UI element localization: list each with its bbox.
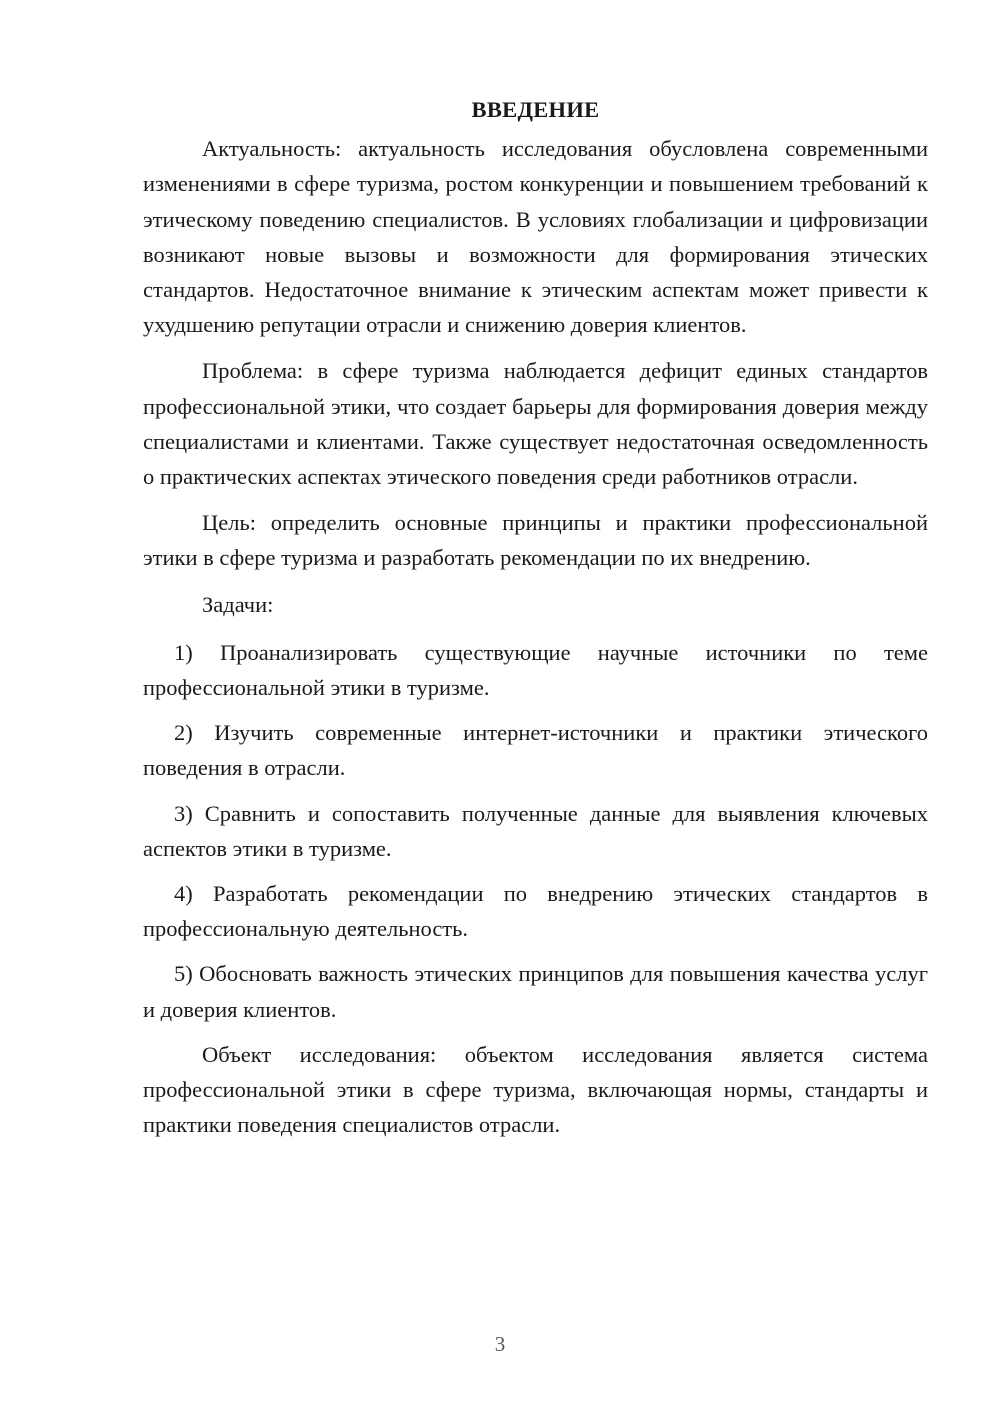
tasks-label: Задачи: bbox=[202, 591, 274, 617]
page-content bbox=[143, 92, 928, 1153]
task-item-4: 4) Разработать рекомендации по внедрению этических стандартов в профессиональную деятельность. bbox=[143, 881, 928, 942]
paragraph-object: Объект исследования: объектом исследования является система профессиональной этики в сфере туризма, включающая нормы, стандарты и практики поведения специалистов отрасли. bbox=[143, 1041, 928, 1138]
paragraph-relevance: Актуальность: актуальность исследования обусловлена современными изменениями в сфере туризма, ростом конкуренции и повышением требований к этическому поведению специалистов. В условиях глобализации и цифровизации возникают новые вызовы и возможности для формирования этических стандартов. Недостаточное внимание к этическим аспектам может привести к ухудшению репутации отрасли и снижению доверия клиентов. bbox=[143, 136, 928, 338]
page-number: 3 bbox=[494, 1332, 506, 1356]
task-item-2: 2) Изучить современные интернет-источники и практики этического поведения в отрасли. bbox=[143, 720, 928, 781]
task-item-3: 3) Сравнить и сопоставить полученные данные для выявления ключевых аспектов этики в туризме. bbox=[143, 800, 928, 861]
paragraph-problem: Проблема: в сфере туризма наблюдается дефицит единых стандартов профессиональной этики, что создает барьеры для формирования доверия между специалистами и клиентами. Также существует недостаточная осведомленность о практических аспектах этического поведения среди работников отрасли. bbox=[143, 358, 928, 490]
task-item-5: 5) Обосновать важность этических принципов для повышения качества услуг и доверия клиентов. bbox=[143, 961, 928, 1022]
paragraph-goal: Цель: определить основные принципы и практики профессиональной этики в сфере туризма и разработать рекомендации по их внедрению. bbox=[143, 510, 928, 571]
section-title: ВВЕДЕНИЕ bbox=[471, 97, 600, 122]
task-item-1: 1) Проанализировать существующие научные источники по теме профессиональной этики в туризме. bbox=[143, 639, 928, 701]
